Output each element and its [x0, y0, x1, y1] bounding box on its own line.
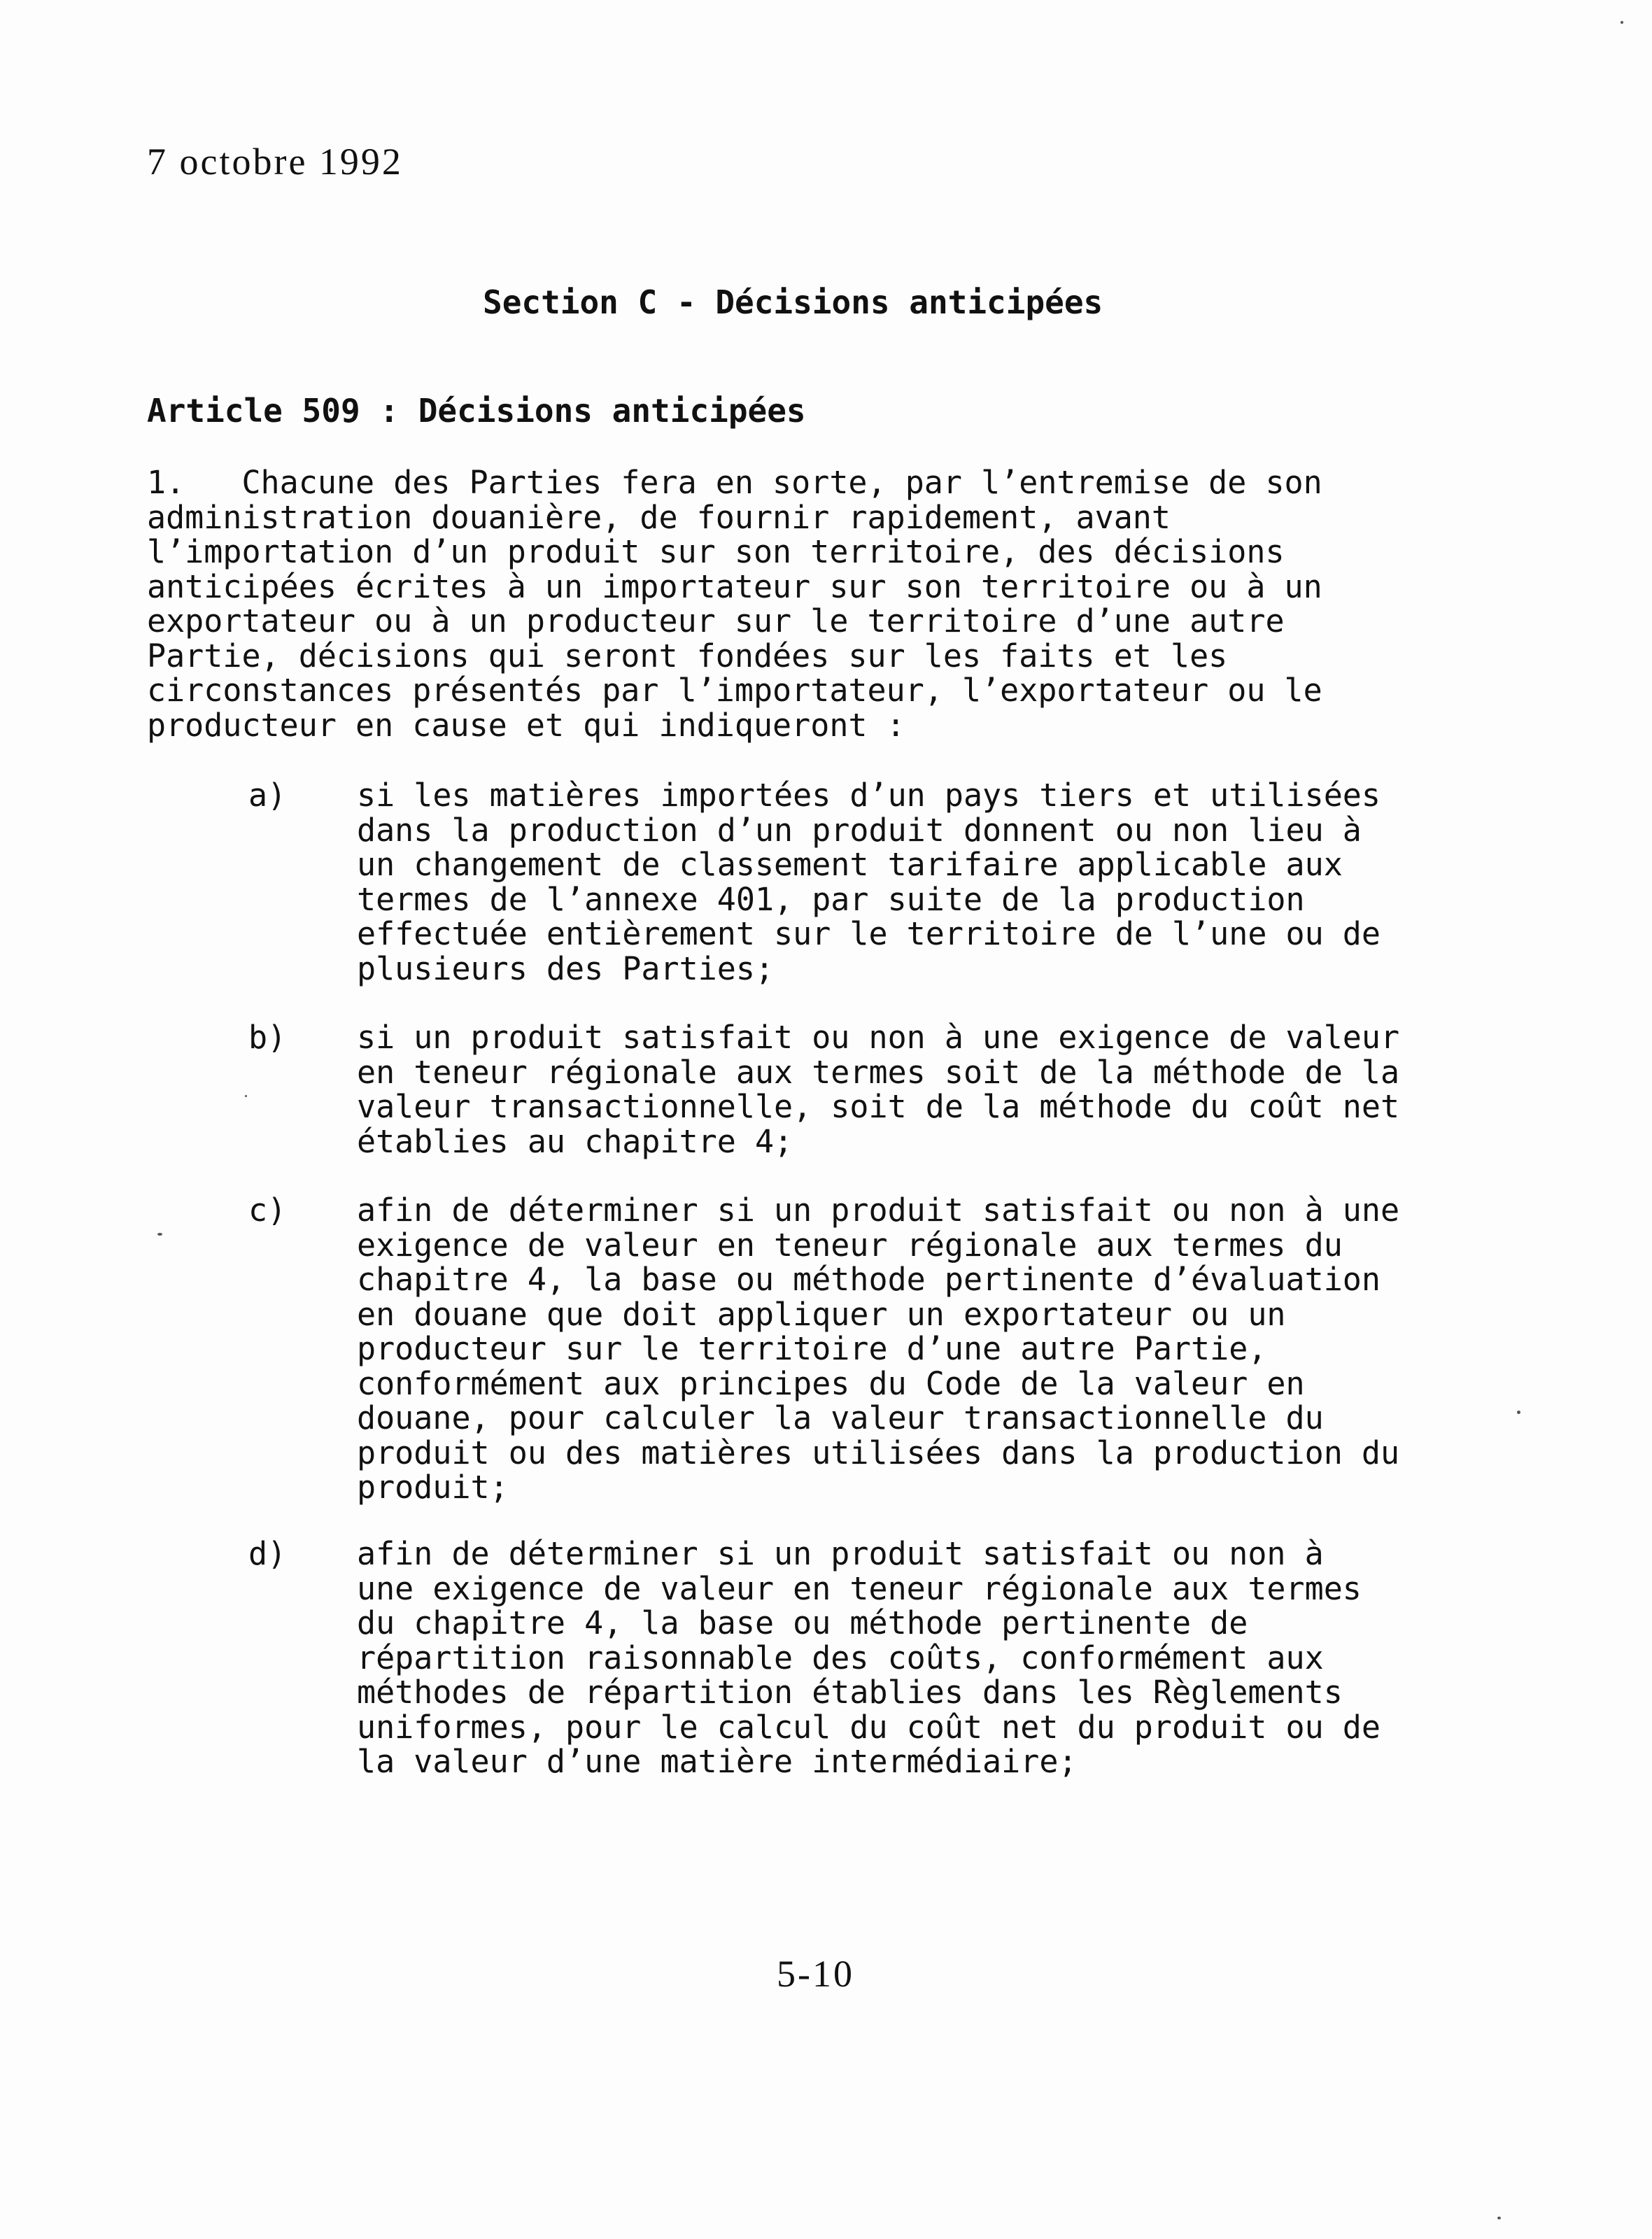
list-item-text: [357, 1537, 1511, 1779]
scan-speck: [245, 1095, 247, 1097]
list-item-line: produit ou des matières utilisées dans la production du: [357, 1434, 1400, 1471]
list-item-label: a): [248, 777, 287, 814]
list-item-label: c): [248, 1192, 287, 1229]
list-item-line: en douane que doit appliquer un exportateur ou un: [357, 1295, 1286, 1333]
list-item-line: afin de déterminer si un produit satisfait ou non à: [357, 1535, 1324, 1572]
list-item-line: dans la production d’un produit donnent ou non lieu à: [357, 811, 1362, 849]
list-item-line: la valeur d’une matière intermédiaire;: [357, 1743, 1078, 1780]
paragraph-1-line: l’importation d’un produit sur son territoire, des décisions: [147, 533, 1285, 570]
list-item-line: produit;: [357, 1469, 509, 1506]
list-item-line: termes de l’annexe 401, par suite de la production: [357, 880, 1305, 918]
list-item-line: établies au chapitre 4;: [357, 1122, 793, 1160]
list-item-line: exigence de valeur en teneur régionale aux termes du: [357, 1226, 1343, 1264]
list-item-line: douane, pour calculer la valeur transactionnelle du: [357, 1399, 1324, 1436]
list-item-line: du chapitre 4, la base ou méthode pertinente de: [357, 1604, 1248, 1641]
list-item-line: valeur transactionnelle, soit de la méthode du coût net: [357, 1088, 1400, 1125]
list-item-text: [357, 1193, 1511, 1505]
paragraph-1-line: circonstances présentés par l’importateur, l’exportateur ou le: [147, 672, 1322, 709]
list-item-line: méthodes de répartition établies dans les Règlements: [357, 1674, 1343, 1711]
list-item-line: conformément aux principes du Code de la valeur en: [357, 1364, 1305, 1402]
paragraph-1-line: exportateur ou à un producteur sur le territoire d’une autre: [147, 602, 1285, 640]
scan-speck: [157, 1233, 162, 1236]
list-item-line: répartition raisonnable des coûts, conformément aux: [357, 1639, 1324, 1676]
scan-speck: [1517, 1411, 1520, 1414]
paragraph-1-line: producteur en cause et qui indiqueront :: [147, 706, 905, 744]
list-item-label: b): [248, 1019, 287, 1056]
article-title: Article 509 : Décisions anticipées: [147, 392, 806, 430]
list-item-text: [357, 1020, 1511, 1159]
section-title: Section C - Décisions anticipées: [483, 283, 1103, 321]
scan-speck: [1497, 2217, 1501, 2219]
list-item-line: effectuée entièrement sur le territoire de l’une ou de: [357, 915, 1381, 952]
list-item-line: plusieurs des Parties;: [357, 949, 775, 987]
paragraph-1-line: 1. Chacune des Parties fera en sorte, par l’entremise de son: [147, 464, 1322, 501]
scan-speck: [1621, 21, 1623, 24]
paragraph-1-line: anticipées écrites à un importateur sur son territoire ou à un: [147, 567, 1322, 605]
paragraph-1-line: Partie, décisions qui seront fondées sur les faits et les: [147, 637, 1228, 674]
list-item-line: uniformes, pour le calcul du coût net du produit ou de: [357, 1708, 1381, 1746]
list-item-line: en teneur régionale aux termes soit de la méthode de la: [357, 1053, 1400, 1091]
list-item-line: chapitre 4, la base ou méthode pertinente d’évaluation: [357, 1261, 1381, 1298]
document-date: 7 octobre 1992: [147, 141, 403, 183]
list-item-line: afin de déterminer si un produit satisfait ou non à une: [357, 1192, 1400, 1229]
list-item-text: [357, 778, 1511, 986]
paragraph-1: [147, 465, 1476, 742]
paragraph-1-line: administration douanière, de fournir rapidement, avant: [147, 498, 1171, 536]
list-item-line: une exigence de valeur en teneur régionale aux termes: [357, 1569, 1362, 1607]
list-item-label: d): [248, 1535, 287, 1572]
paragraph-number: 1.: [147, 464, 185, 501]
list-item-line: producteur sur le territoire d’une autre Partie,: [357, 1330, 1267, 1367]
page-number: 5-10: [777, 1953, 854, 1995]
list-item-line: un changement de classement tarifaire applicable aux: [357, 846, 1343, 883]
list-item-line: si un produit satisfait ou non à une exigence de valeur: [357, 1019, 1400, 1056]
list-item-line: si les matières importées d’un pays tiers et utilisées: [357, 777, 1381, 814]
